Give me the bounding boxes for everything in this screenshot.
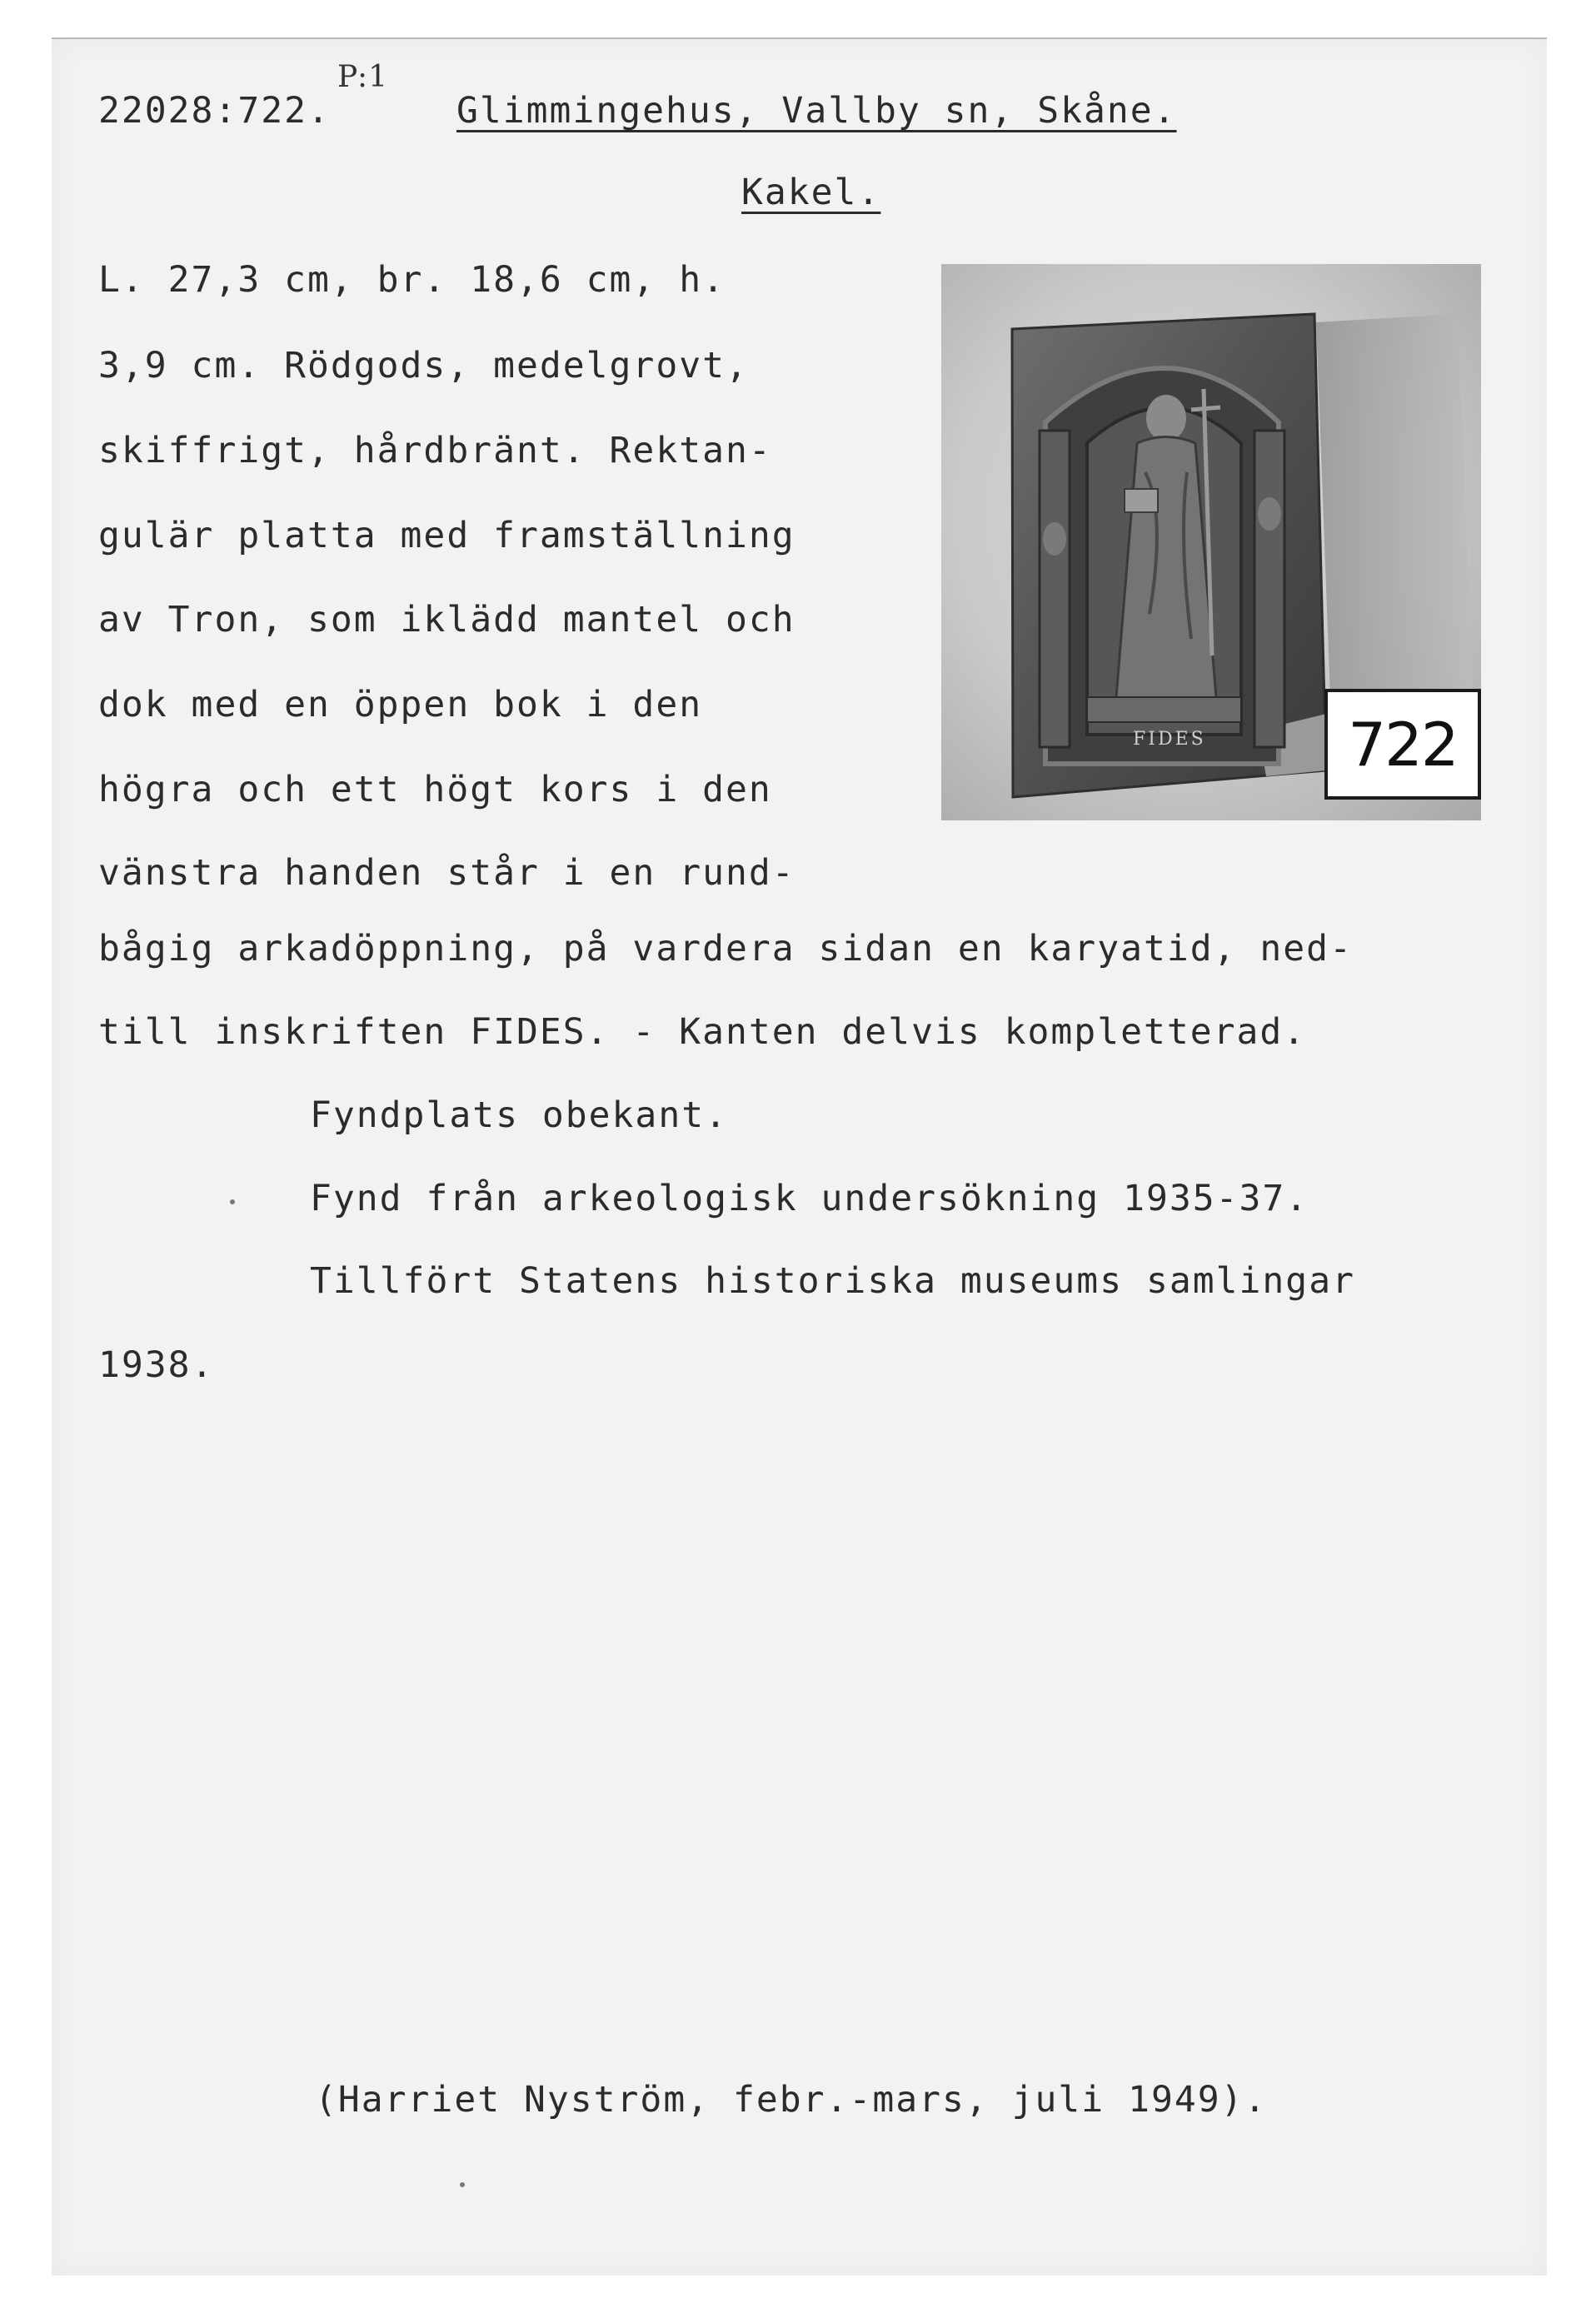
note-year: 1938. [98, 1344, 215, 1386]
catalog-number: 22028:722. [98, 90, 331, 132]
description-line: av Tron, som iklädd mantel och [98, 599, 796, 641]
handwritten-mark: P:1 [337, 60, 388, 94]
description-line: högra och ett högt kors i den [98, 769, 772, 810]
stray-mark [460, 2182, 465, 2187]
author-credit: (Harriet Nyström, febr.-mars, juli 1949). [315, 2079, 1268, 2121]
description-line: till inskriften FIDES. - Kanten delvis kompletterad. [98, 1011, 1307, 1053]
description-line: gulär platta med framställning [98, 515, 796, 556]
description-line: dok med en öppen bok i den [98, 684, 703, 725]
object-type-heading: Kakel. [741, 172, 881, 213]
description-line: bågig arkadöppning, på vardera sidan en karyatid, ned- [98, 928, 1353, 970]
note-excavation: Fynd från arkeologisk undersökning 1935-37. [310, 1178, 1309, 1219]
description-line: skiffrigt, hårdbränt. Rektan- [98, 430, 772, 471]
description-line: 3,9 cm. Rödgods, medelgrovt, [98, 345, 749, 386]
stray-mark [230, 1199, 235, 1204]
location-heading: Glimmingehus, Vallby sn, Skåne. [456, 90, 1177, 132]
description-line: L. 27,3 cm, br. 18,6 cm, h. [98, 259, 726, 301]
note-accession: Tillfört Statens historiska museums samlingar [310, 1260, 1355, 1302]
number-tag: 722 [1324, 689, 1481, 800]
note-find-site: Fyndplats obekant. [310, 1094, 728, 1136]
description-line: vänstra handen står i en rund- [98, 852, 796, 894]
tile-photograph [941, 264, 1481, 820]
tile-inscription: FIDES [1133, 729, 1206, 750]
